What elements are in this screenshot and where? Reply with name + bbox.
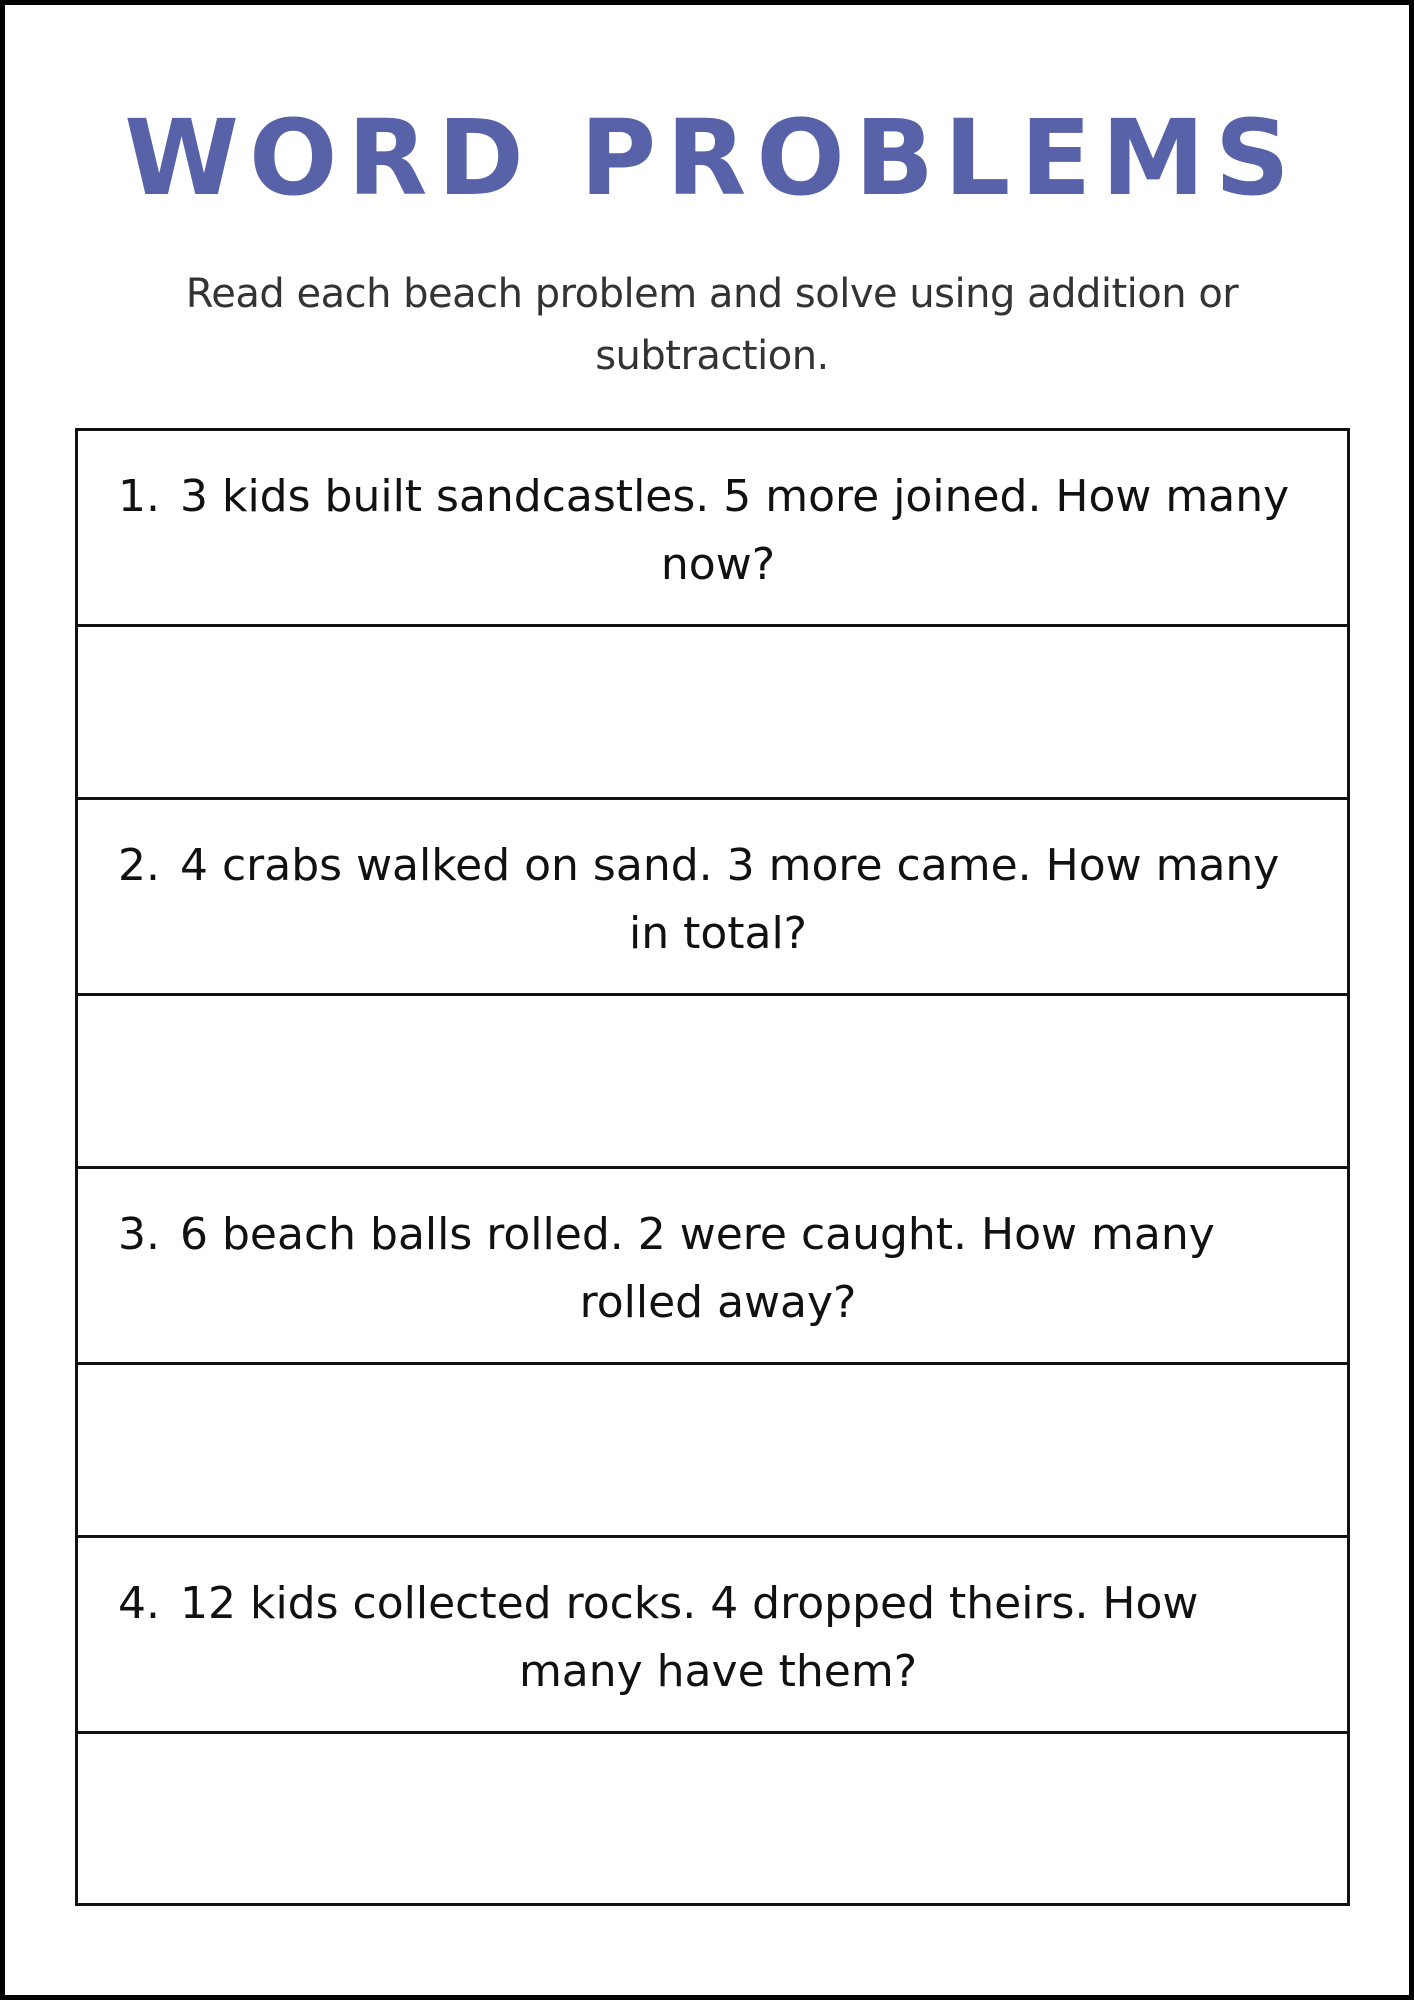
problem-number: 3. bbox=[118, 1209, 160, 1260]
problem-text bbox=[118, 1201, 1318, 1337]
problem-line-2: rolled away? bbox=[579, 1277, 857, 1328]
problem-line-2: in total? bbox=[628, 908, 808, 959]
problem-line-1: 12 kids collected rocks. 4 dropped theirs. How bbox=[180, 1578, 1199, 1629]
instructions: Read each beach problem and solve using addition or subtraction. bbox=[185, 271, 1239, 379]
problem-number: 2. bbox=[118, 840, 160, 891]
problem-line-1: 4 crabs walked on sand. 3 more came. How many bbox=[180, 840, 1280, 891]
problem-number: 4. bbox=[118, 1578, 160, 1629]
problem-line-1: 3 kids built sandcastles. 5 more joined. How many bbox=[180, 471, 1290, 522]
problem-line-2: many have them? bbox=[518, 1646, 918, 1697]
problem-row-1 bbox=[78, 431, 1347, 627]
problem-line-1: 6 beach balls rolled. 2 were caught. How many bbox=[180, 1209, 1215, 1260]
page-title: WORD PROBLEMS bbox=[124, 97, 1300, 219]
problem-row-4 bbox=[78, 1538, 1347, 1734]
problem-line-2: now? bbox=[660, 539, 776, 590]
problem-row-2 bbox=[78, 800, 1347, 996]
problem-text bbox=[118, 832, 1318, 968]
answer-box-3[interactable] bbox=[78, 1365, 1347, 1538]
answer-box-4[interactable] bbox=[78, 1734, 1347, 1907]
problem-text bbox=[118, 1570, 1318, 1706]
answer-box-1[interactable] bbox=[78, 627, 1347, 800]
problem-row-3 bbox=[78, 1169, 1347, 1365]
problems-table bbox=[75, 428, 1350, 1906]
problem-number: 1. bbox=[118, 471, 160, 522]
answer-box-2[interactable] bbox=[78, 996, 1347, 1169]
problem-text bbox=[118, 463, 1318, 599]
